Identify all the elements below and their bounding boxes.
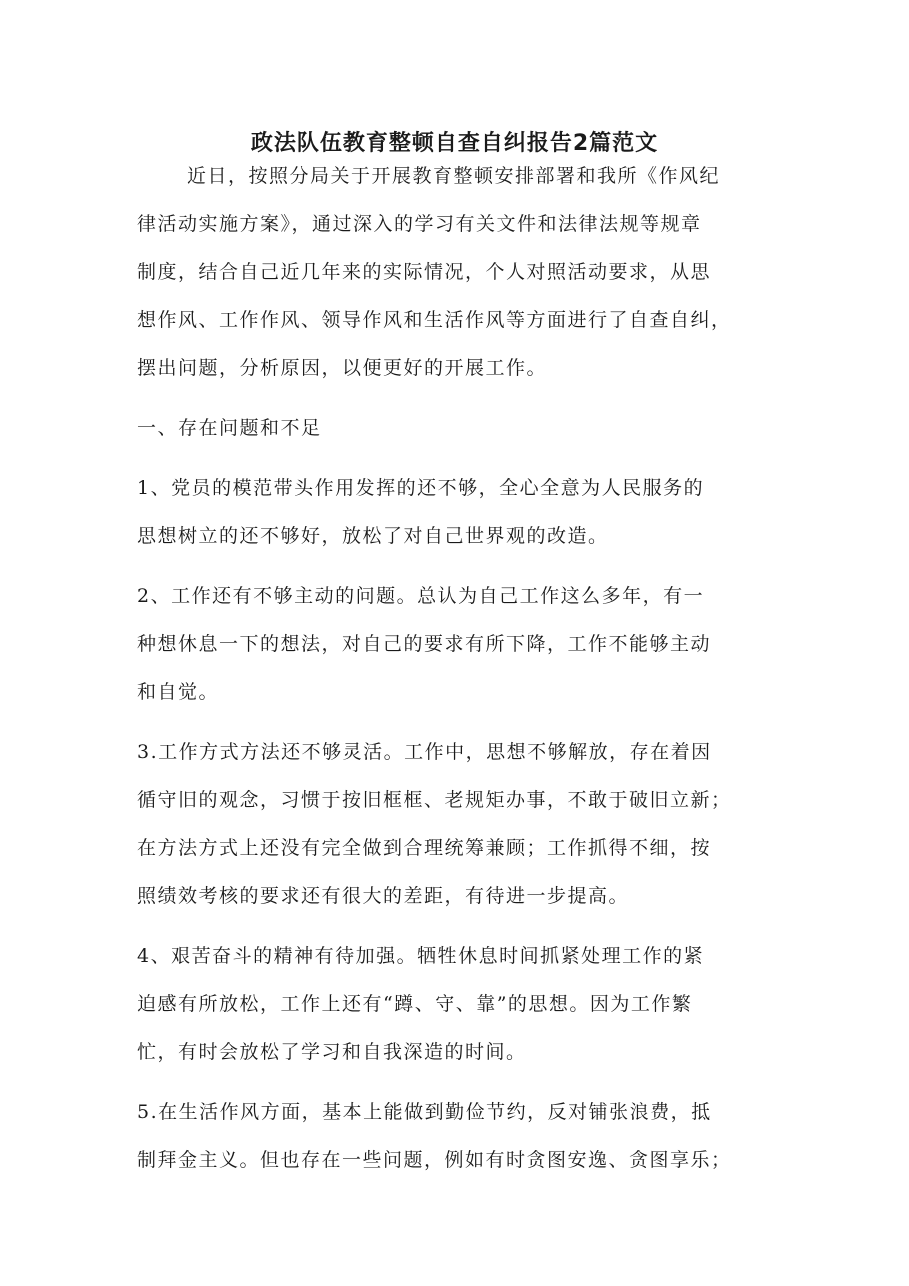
list-item-line: 在方法方式上还没有完全做到合理统筹兼顾；工作抓得不细，按 xyxy=(137,837,712,859)
list-item-line: 2、工作还有不够主动的问题。总认为自己工作这么多年，有一 xyxy=(137,585,705,607)
list-item-line: 和自觉。 xyxy=(137,681,220,703)
intro-line: 制度，结合自己近几年来的实际情况，个人对照活动要求，从思 xyxy=(137,261,712,283)
intro-paragraph xyxy=(137,152,777,392)
list-item-line: 1、党员的模范带头作用发挥的还不够，全心全意为人民服务的 xyxy=(137,477,705,499)
list-item-line: 忙，有时会放松了学习和自我深造的时间。 xyxy=(137,1041,527,1063)
list-item xyxy=(137,1088,777,1184)
list-item xyxy=(137,464,777,560)
list-item xyxy=(137,572,777,716)
document-body xyxy=(137,152,777,1196)
list-item-line: 4、艰苦奋斗的精神有待加强。牺牲休息时间抓紧处理工作的紧 xyxy=(137,945,705,967)
intro-line: 律活动实施方案》，通过深入的学习有关文件和法律法规等规章 xyxy=(137,213,702,235)
list-item-line: 5.在生活作风方面，基本上能做到勤俭节约，反对铺张浪费，抵 xyxy=(137,1101,712,1123)
list-item-line: 照绩效考核的要求还有很大的差距，有待进一步提高。 xyxy=(137,885,630,907)
list-item-line: 思想树立的还不够好，放松了对自己世界观的改造。 xyxy=(137,525,609,547)
list-item-line: 迫感有所放松，工作上还有“蹲、守、靠”的思想。因为工作繁 xyxy=(137,993,693,1015)
document-title: 政法队伍教育整顿自查自纠报告2篇范文 xyxy=(250,131,659,156)
list-item xyxy=(137,932,777,1076)
section-heading xyxy=(137,404,777,452)
list-item-line: 种想休息一下的想法，对自己的要求有所下降，工作不能够主动 xyxy=(137,633,712,655)
list-item xyxy=(137,728,777,920)
section-heading-text: 一、存在问题和不足 xyxy=(137,417,322,439)
intro-line: 摆出问题，分析原因，以便更好的开展工作。 xyxy=(137,357,548,379)
list-item-line: 循守旧的观念，习惯于按旧框框、老规矩办事，不敢于破旧立新； xyxy=(137,789,732,811)
list-item-line: 3.工作方式方法还不够灵活。工作中，思想不够解放，存在着因 xyxy=(137,741,712,763)
intro-line: 近日，按照分局关于开展教育整顿安排部署和我所《作风纪 xyxy=(187,165,721,187)
list-item-line: 制拜金主义。但也存在一些问题，例如有时贪图安逸、贪图享乐； xyxy=(137,1149,732,1171)
intro-line: 想作风、工作作风、领导作风和生活作风等方面进行了自查自纠， xyxy=(137,309,732,331)
